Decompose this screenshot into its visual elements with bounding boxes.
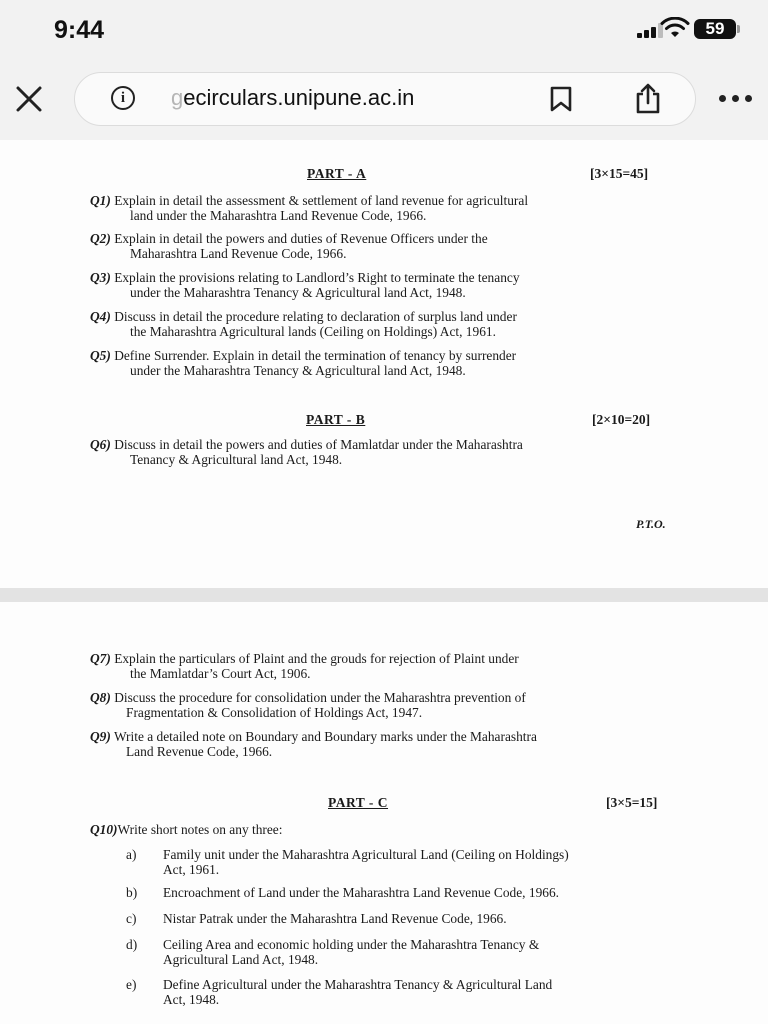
part-b-heading: PART - B [306,412,366,427]
page-divider [0,588,768,602]
question-9: Q9) Write a detailed note on Boundary and Boundary marks under the Maharashtra Land Revenue Code, 1966. [90,729,537,759]
part-b-marks: [2×10=20] [592,412,651,427]
part-c-heading: PART - C [328,795,389,810]
close-icon[interactable] [14,84,44,114]
url-text[interactable]: gecirculars.unipune.ac.in [171,85,415,110]
address-bar[interactable] [74,72,696,126]
more-menu-icon[interactable] [719,95,755,105]
part-a-marks: [3×15=45] [590,166,649,181]
pto-label: P.T.O. [636,517,666,531]
share-icon[interactable] [633,83,663,115]
question-1: Q1) Explain in detail the assessment & settlement of land revenue for agricultural land under the Maharashtra Land Revenue Code, 1966. [90,193,529,223]
question-5: Q5) Define Surrender. Explain in detail the termination of tenancy by surrender under the Maharashtra Tenancy & Agricultural land Act, 1948. [90,348,517,378]
part-c-marks: [3×5=15] [606,795,658,810]
wifi-icon [660,17,690,39]
status-bar [0,0,768,62]
question-8: Q8) Discuss the procedure for consolidation under the Maharashtra prevention of Fragmentation & Consolidation of Holdings Act, 1947. [90,690,526,720]
battery-level: 59 [705,19,725,38]
info-icon[interactable]: i [111,86,135,110]
question-6: Q6) Discuss in detail the powers and duties of Mamlatdar under the Maharashtra Tenancy & Agricultural land Act, 1948. [90,437,523,467]
part-a-heading: PART - A [307,166,367,181]
question-4: Q4) Discuss in detail the procedure relating to declaration of surplus land under the Maharashtra Agricultural lands (Ceiling on Holdings) Act, 1961. [90,309,517,339]
status-time: 9:44 [54,16,105,44]
question-2: Q2) Explain in detail the powers and duties of Revenue Officers under the Maharashtra Land Revenue Code, 1966. [90,231,488,261]
bookmark-icon[interactable] [549,86,573,112]
question-10: Q10)Write short notes on any three: [90,822,283,837]
question-7: Q7) Explain the particulars of Plaint and the grouds for rejection of Plaint under the Mamlatdar’s Court Act, 1906. [90,651,519,681]
question-3: Q3) Explain the provisions relating to Landlord’s Right to terminate the tenancy under the Maharashtra Tenancy & Agricultural land Act, 1948. [90,270,520,300]
battery-tip [737,25,740,33]
